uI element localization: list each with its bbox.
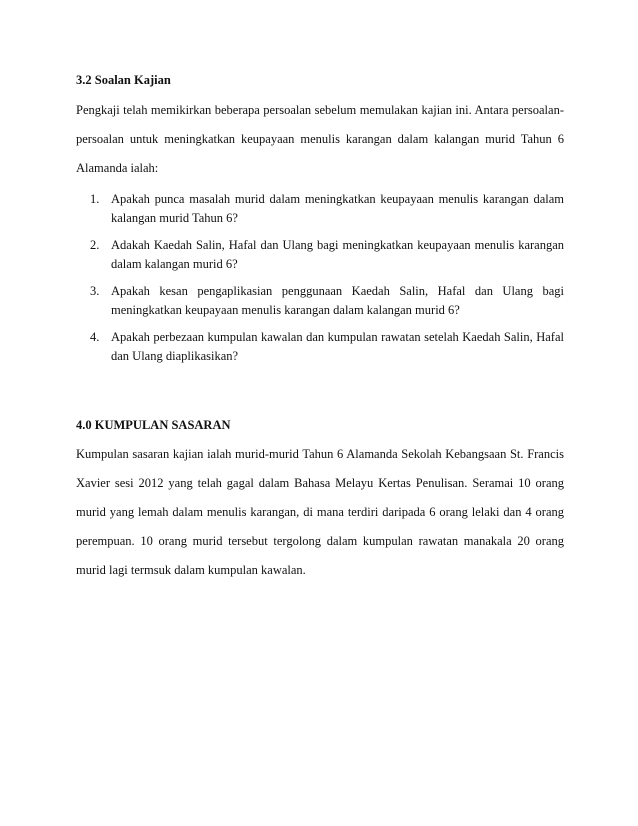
- list-item: [76, 328, 564, 366]
- list-item-text: Apakah punca masalah murid dalam meningkatkan keupayaan menulis karangan dalam kalangan murid Tahun 6?: [111, 192, 564, 225]
- list-item-text: Adakah Kaedah Salin, Hafal dan Ulang bagi meningkatkan keupayaan menulis karangan dalam kalangan murid 6?: [111, 238, 564, 271]
- intro-paragraph: Pengkaji telah memikirkan beberapa persoalan sebelum memulakan kajian ini. Antara persoalan-persoalan untuk meningkatkan keupayaan menulis karangan dalam kalangan murid Tahun 6 Alamanda ialah:: [76, 103, 564, 175]
- section-heading-kumpulan-sasaran: 4.0 KUMPULAN SASARAN: [76, 418, 231, 432]
- list-item: [76, 190, 564, 228]
- section-heading-soalan-kajian: 3.2 Soalan Kajian: [76, 73, 171, 87]
- list-number: 4.: [90, 330, 100, 344]
- list-number: 2.: [90, 238, 100, 252]
- list-item: [76, 282, 564, 320]
- list-item: [76, 236, 564, 274]
- list-item-text: Apakah kesan pengaplikasian penggunaan Kaedah Salin, Hafal dan Ulang bagi meningkatkan keupayaan menulis karangan dalam kalangan murid 6?: [111, 284, 564, 317]
- research-questions-list: [76, 190, 564, 374]
- list-number: 1.: [90, 192, 100, 206]
- list-item-text: Apakah perbezaan kumpulan kawalan dan kumpulan rawatan setelah Kaedah Salin, Hafal dan Ulang diaplikasikan?: [111, 330, 564, 363]
- list-number: 3.: [90, 284, 100, 298]
- body-paragraph: Kumpulan sasaran kajian ialah murid-murid Tahun 6 Alamanda Sekolah Kebangsaan St. Francis Xavier sesi 2012 yang telah gagal dalam Bahasa Melayu Kertas Penulisan. Seramai 10 orang murid yang lemah dalam menulis karangan, di mana terdiri daripada 6 orang lelaki dan 4 orang perempuan. 10 orang murid tersebut tergolong dalam kumpulan rawatan manakala 20 orang murid lagi termsuk dalam kumpulan kawalan.: [76, 447, 564, 577]
